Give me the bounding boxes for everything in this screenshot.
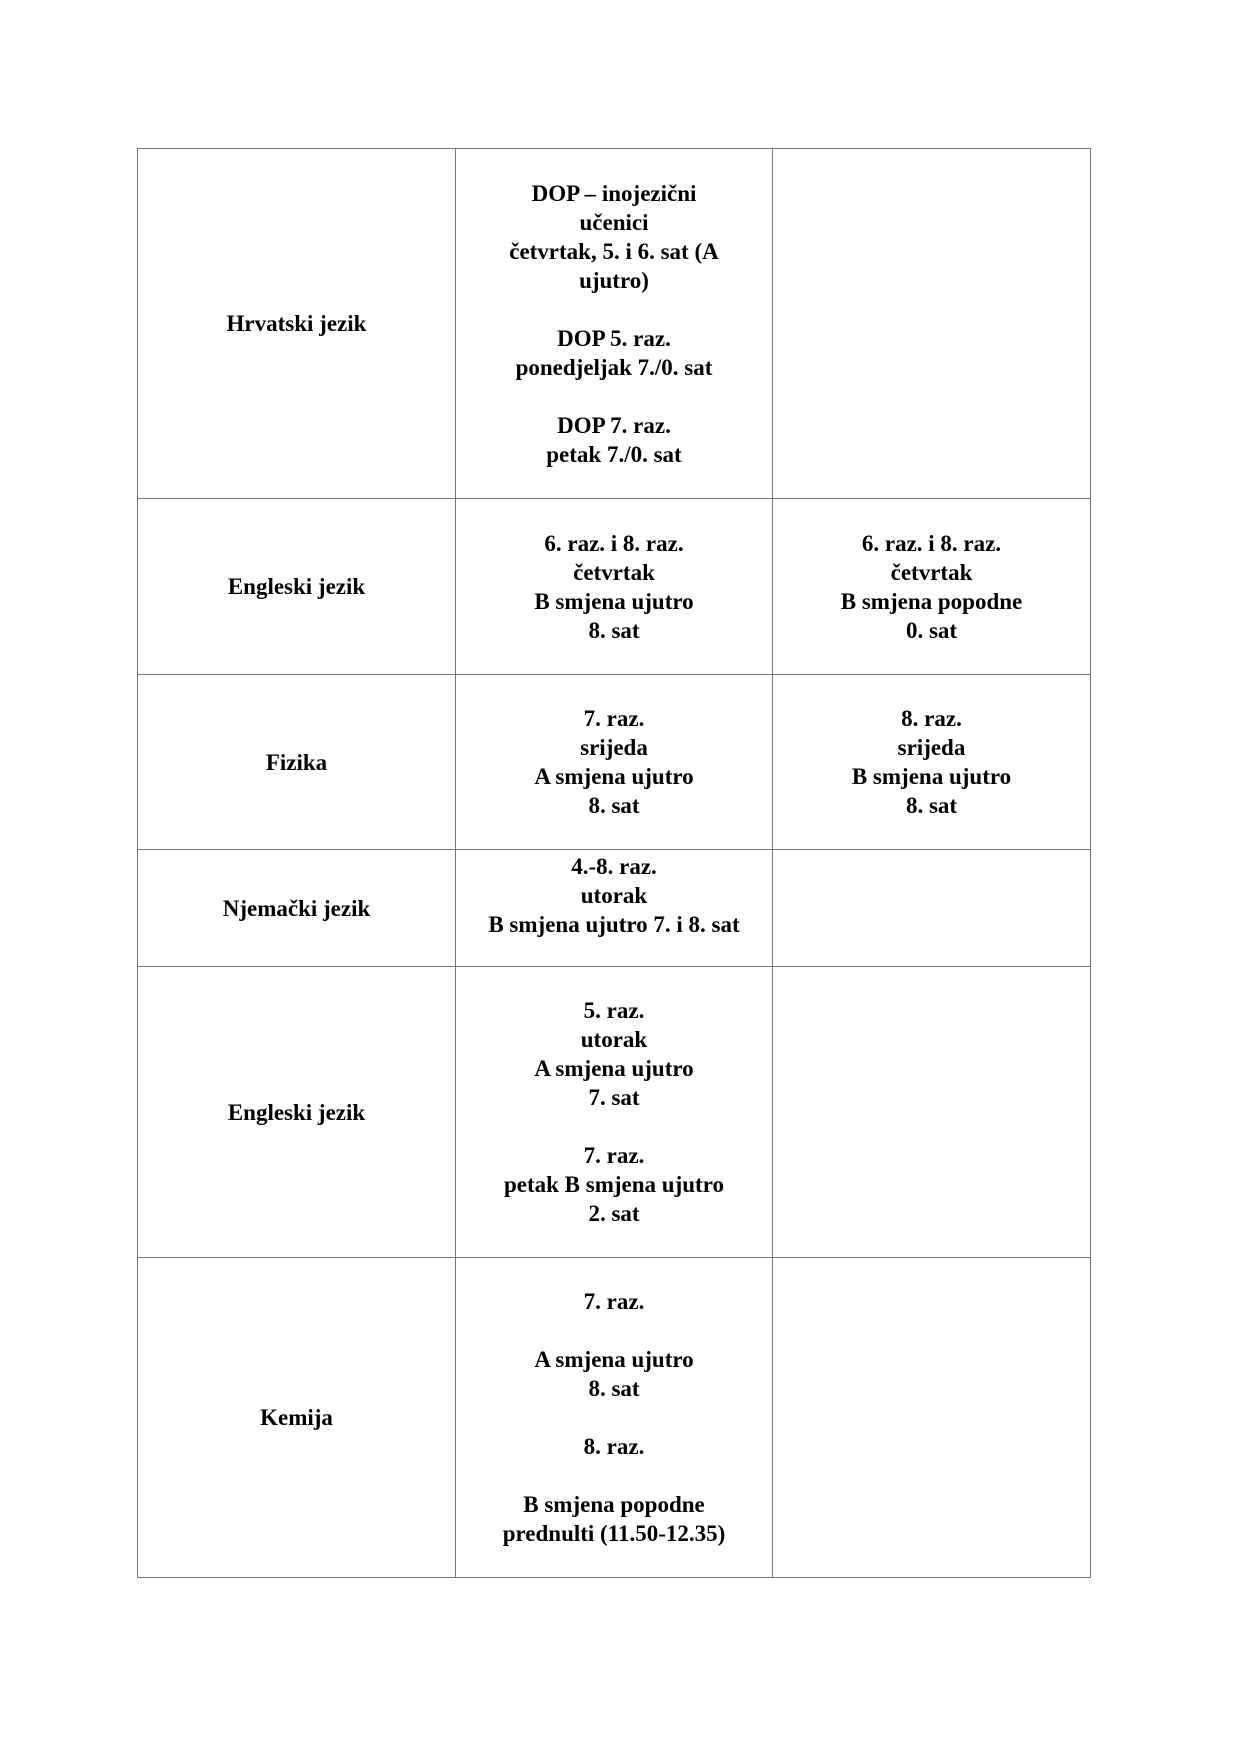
- schedule-cell-b: 6. raz. i 8. raz. četvrtak B smjena popodne 0. sat: [773, 499, 1091, 675]
- table-row: [138, 675, 1091, 850]
- subject-cell: Engleski jezik: [138, 967, 456, 1258]
- table-row: [138, 499, 1091, 675]
- subject-cell: Hrvatski jezik: [138, 149, 456, 499]
- schedule-cell-b: [773, 967, 1091, 1258]
- subject-cell: Njemački jezik: [138, 850, 456, 967]
- schedule-cell-a: 7. raz. srijeda A smjena ujutro 8. sat: [456, 675, 773, 850]
- schedule-cell-a-text: 4.-8. raz. utorak B smjena ujutro 7. i 8. sat: [488, 853, 740, 937]
- schedule-cell-a: 5. raz. utorak A smjena ujutro 7. sat 7. raz. petak B smjena ujutro 2. sat: [456, 967, 773, 1258]
- subject-cell: Kemija: [138, 1258, 456, 1578]
- table-row: [138, 1258, 1091, 1578]
- schedule-cell-a: 7. raz. A smjena ujutro 8. sat 8. raz. B smjena popodne prednulti (11.50-12.35): [456, 1258, 773, 1578]
- schedule-cell-a: DOP – inojezični učenici četvrtak, 5. i 6. sat (A ujutro) DOP 5. raz. ponedjeljak 7./0. sat DOP 7. raz. petak 7./0. sat: [456, 149, 773, 499]
- table-row: [138, 850, 1091, 967]
- schedule-cell-b: [773, 149, 1091, 499]
- schedule-cell-a: 6. raz. i 8. raz. četvrtak B smjena ujutro 8. sat: [456, 499, 773, 675]
- table-row: [138, 149, 1091, 499]
- table-row: [138, 967, 1091, 1258]
- schedule-cell-b: 8. raz. srijeda B smjena ujutro 8. sat: [773, 675, 1091, 850]
- schedule-cell-b: [773, 850, 1091, 967]
- subject-cell: Engleski jezik: [138, 499, 456, 675]
- schedule-table: [137, 148, 1091, 1578]
- subject-cell: Fizika: [138, 675, 456, 850]
- schedule-cell-b: [773, 1258, 1091, 1578]
- schedule-cell-a: [456, 850, 773, 967]
